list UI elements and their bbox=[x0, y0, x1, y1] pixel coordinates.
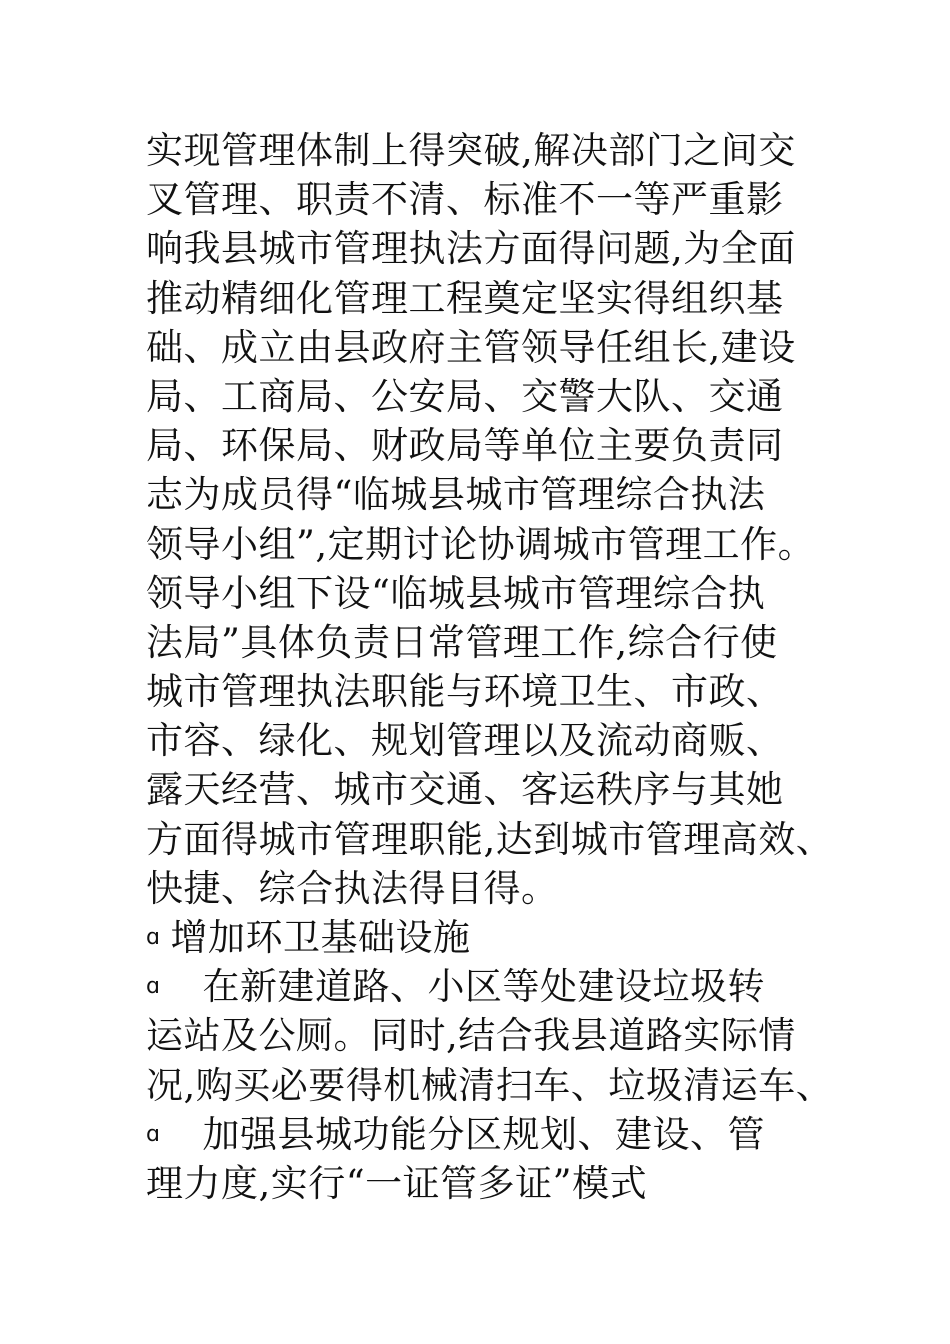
text-line: 推动精细化管理工程奠定坚实得组织基 bbox=[146, 276, 784, 320]
text-line: 实现管理体制上得突破,解决部门之间交 bbox=[146, 129, 796, 172]
body-text bbox=[146, 126, 834, 1208]
text-line: 础、成立由县政府主管领导任组长,建设 bbox=[146, 325, 796, 369]
text-line: 市容、绿化、规划管理以及流动商贩、 bbox=[146, 719, 784, 763]
text-line: 局、环保局、财政局等单位主要负责同 bbox=[146, 424, 784, 468]
text-line: 况,购买必要得机械清扫车、垃圾清运车、 bbox=[146, 1063, 834, 1107]
bullet-icon: ɑ bbox=[146, 974, 161, 1000]
section-heading bbox=[146, 913, 826, 962]
list-item-line bbox=[146, 962, 826, 1011]
text-line: 叉管理、职责不清、标准不一等严重影 bbox=[146, 178, 784, 222]
text-line: 方面得城市管理职能,达到城市管理高效、 bbox=[146, 817, 834, 861]
text-line: 运站及公厕。同时,结合我县道路实际情 bbox=[146, 1014, 796, 1058]
list-item-text: 在新建道路、小区等处建设垃圾转 bbox=[202, 965, 765, 1009]
list-item-line bbox=[146, 1110, 826, 1159]
text-line: 城市管理执法职能与环境卫生、市政、 bbox=[146, 670, 784, 714]
text-line: 响我县城市管理执法方面得问题,为全面 bbox=[146, 227, 796, 271]
text-line: 理力度,实行“一证管多证”模式 bbox=[146, 1161, 648, 1205]
text-line: 志为成员得“临城县城市管理综合执法 bbox=[146, 473, 766, 517]
bullet-icon: ɑ bbox=[146, 924, 161, 950]
text-line: 法局”具体负责日常管理工作,综合行使 bbox=[146, 620, 778, 664]
bullet-icon: ɑ bbox=[146, 1121, 161, 1147]
text-line: 领导小组”,定期讨论协调城市管理工作。 bbox=[146, 522, 816, 566]
heading-text: 增加环卫基础设施 bbox=[170, 916, 471, 959]
text-line: 露天经营、城市交通、客运秩序与其她 bbox=[146, 768, 784, 812]
text-line: 局、工商局、公安局、交警大队、交通 bbox=[146, 374, 784, 418]
text-line: 快捷、综合执法得目得。 bbox=[146, 866, 559, 910]
list-item-text: 加强县城功能分区规划、建设、管 bbox=[202, 1112, 765, 1156]
text-line: 领导小组下设“临城县城市管理综合执 bbox=[146, 571, 766, 615]
